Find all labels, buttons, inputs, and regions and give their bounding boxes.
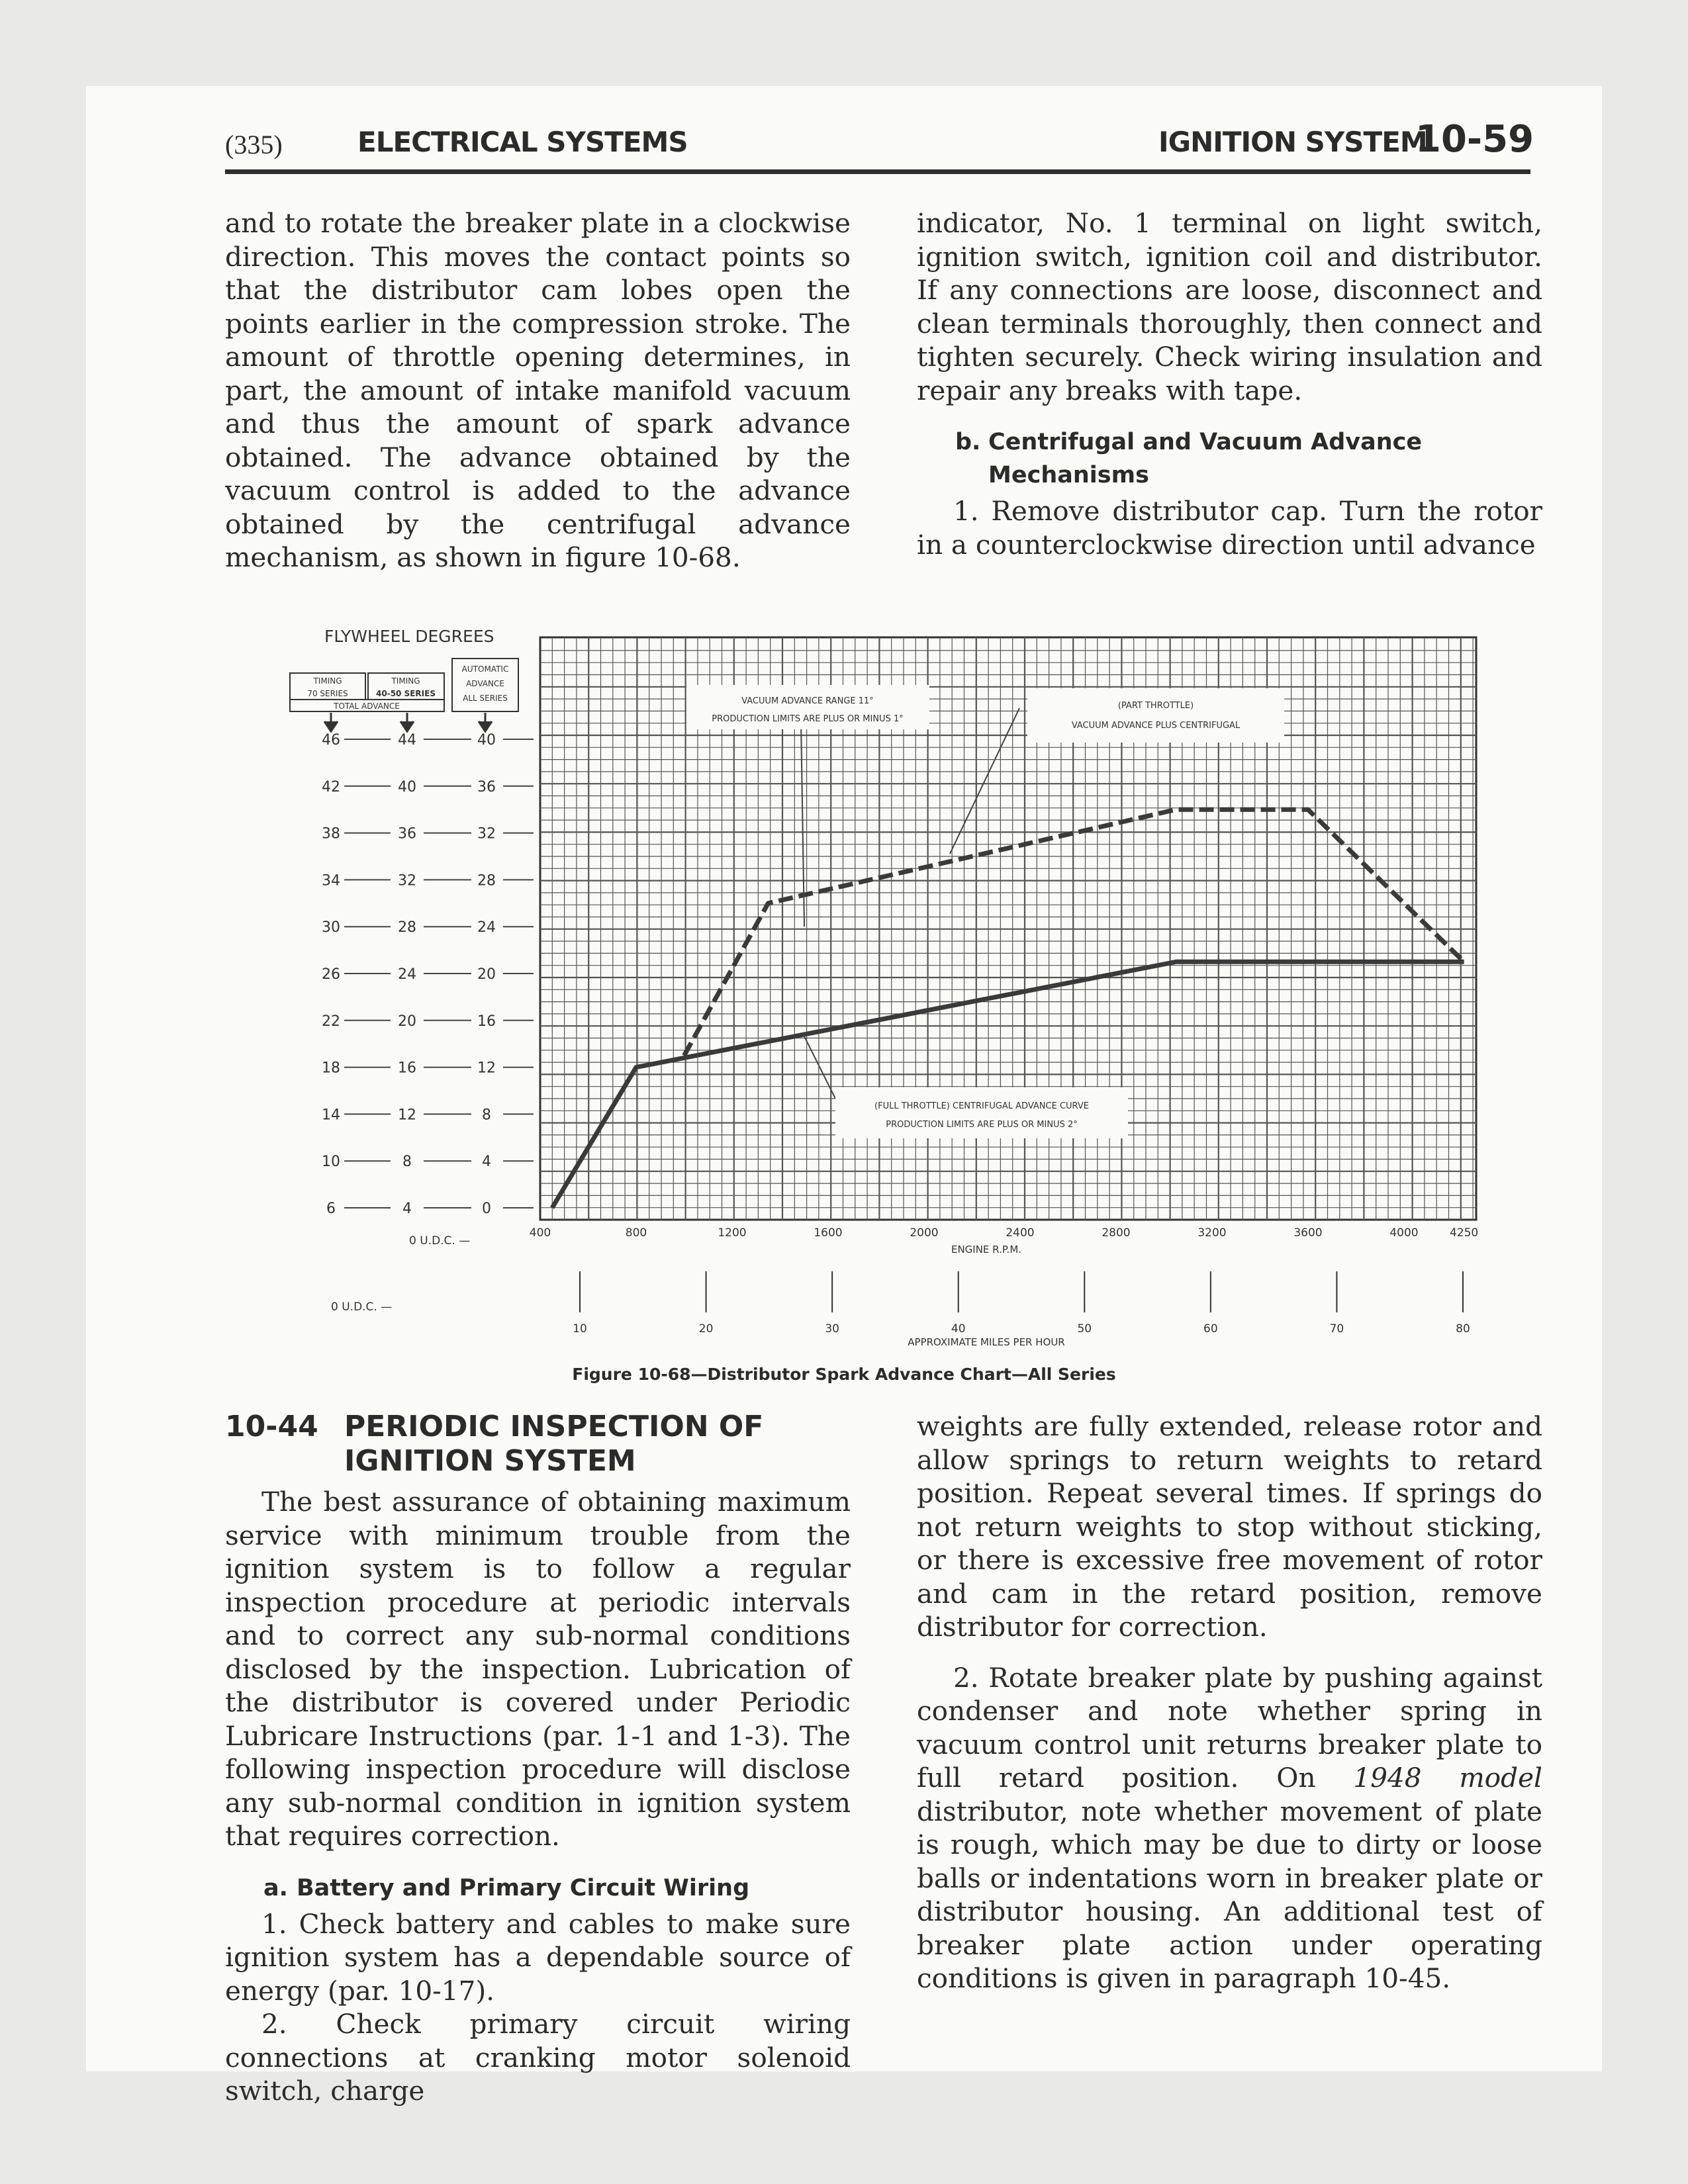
arrow-down-icon [479,713,492,731]
mph-tick-label: 10 [573,1322,587,1336]
tick-label-automatic-advance: 16 [477,1013,496,1030]
annotation-text: VACUUM ADVANCE PLUS CENTRIFUGAL [1071,721,1241,731]
x-tick-label: 2000 [910,1226,939,1240]
mph-tick-label: 50 [1077,1322,1092,1336]
body-paragraph: and to rotate the breaker plate in a clockwise direction. This moves the contact points so that the distributor cam lobes open the points earlier in the compression stroke. The amount of throttle opening determines, in part, the amount of intake manifold vacuum and thus the amount of spark advance obtained. The advance obtained by the vacuum control is added to the advance obtained by the centrifugal advance mechanism, as shown in figure 10-68. [225,207,851,573]
mph-tick-label: 70 [1329,1322,1344,1336]
annotation-text: VACUUM ADVANCE RANGE 11° [741,696,874,706]
subheading-line1: Centrifugal and Vacuum Advance [988,429,1423,455]
box-label: TIMING [391,676,420,686]
bottom-left-column [225,1410,851,2108]
step-2-text-a: 2. Rotate breaker plate by pushing against condenser and note whether spring in vacuum control unit returns breaker plate to full retard position. On [917,1661,1542,1794]
arrow-down-icon [324,713,338,731]
x-axis-label: ENGINE R.P.M. [951,1244,1022,1255]
tick-label-40-50-series: 8 [402,1154,412,1171]
tick-label-automatic-advance: 24 [477,919,496,936]
tick-label-70-series: 30 [322,919,340,936]
tick-label-70-series: 10 [322,1154,340,1171]
tick-label-70-series: 34 [322,872,340,889]
tick-label-40-50-series: 24 [398,966,416,983]
step-1: 1. Check battery and cables to make sure ignition system has a dependable source of energy (par. 10-17). [225,1907,851,2007]
annotation-text: (PART THROTTLE) [1117,701,1194,711]
x-tick-label: 2400 [1006,1226,1035,1240]
tick-label-40-50-series: 12 [398,1107,416,1124]
tick-label-70-series: 18 [322,1060,340,1077]
section-heading [225,1410,851,1479]
tick-label-70-series: 38 [322,825,340,842]
tick-label-automatic-advance: 40 [477,732,496,749]
subheading-a [263,1872,851,1905]
tick-label-70-series: 26 [322,966,340,983]
tick-label-70-series: 6 [326,1201,336,1217]
series-part-throttle-line [684,809,1464,1056]
y-header: FLYWHEEL DEGREES [324,627,494,646]
mph-tick-label: 60 [1203,1322,1218,1336]
tick-label-automatic-advance: 32 [477,825,496,842]
mph-tick-label: 80 [1456,1322,1470,1336]
tick-label-automatic-advance: 36 [477,778,496,796]
tick-label-automatic-advance: 28 [477,872,496,889]
tick-label-70-series: 22 [322,1013,340,1030]
body-paragraph: The best assurance of obtaining maximum service with minimum trouble from the ignition system is to follow a regular inspection procedure at periodic intervals and to correct any sub-normal conditions disclosed by the inspection. Lubrication of the distributor is covered under Periodic Lubricare Instructions (par. 1-1 and 1-3). The following inspection procedure will disclose any sub-normal condition in ignition system that requires correction. [225,1486,851,1852]
page-number: (335) [225,130,283,159]
arrow-down-icon [400,713,414,731]
mph-tick-label: 40 [951,1322,966,1336]
tick-label-40-50-series: 40 [398,778,416,796]
x-tick-label: 4000 [1389,1226,1419,1240]
tick-label-40-50-series: 44 [398,732,416,749]
chapter-title: ELECTRICAL SYSTEMS [357,126,688,158]
y-scales [322,732,534,1314]
bottom-right-column [917,1410,1542,1995]
tick-label-40-50-series: 20 [398,1013,416,1030]
step-2: 2. Check primary circuit wiring connections at cranking motor solenoid switch, charge [225,2008,851,2107]
annotation-text: PRODUCTION LIMITS ARE PLUS OR MINUS 1° [712,714,904,724]
x-tick-label: 1600 [814,1226,843,1240]
udc-label-70: 0 U.D.C. — [331,1300,393,1314]
x-axis [530,1226,1478,1348]
mph-axis-label: APPROXIMATE MILES PER HOUR [908,1336,1065,1348]
section-heading-line1: PERIODIC INSPECTION OF [344,1410,764,1443]
annotation-text: (FULL THROTTLE) CENTRIFUGAL ADVANCE CURVE [874,1101,1089,1111]
section-title: IGNITION SYSTEM [1158,126,1427,158]
subheading-letter: b. [955,429,981,455]
section-page-number: 10-59 [1415,118,1534,161]
tick-label-automatic-advance: 8 [482,1107,491,1124]
tick-label-70-series: 46 [322,732,340,749]
subheading-letter: a. [263,1874,288,1901]
figure-caption: Figure 10-68—Distributor Spark Advance Chart—All Series [572,1365,1116,1384]
tick-label-70-series: 14 [322,1107,340,1124]
tick-label-automatic-advance: 12 [477,1060,496,1077]
x-tick-label: 4250 [1449,1226,1479,1240]
subheading-line2: Mechanisms [988,462,1149,488]
box-label: AUTOMATIC [461,664,509,674]
mph-tick-label: 30 [825,1322,839,1336]
subheading-text: Battery and Primary Circuit Wiring [297,1874,750,1901]
annotation-text: PRODUCTION LIMITS ARE PLUS OR MINUS 2° [886,1120,1078,1130]
x-tick-label: 2800 [1102,1226,1131,1240]
step-2 [917,1661,1542,1995]
annotation-box [835,1087,1128,1138]
section-heading-number: 10-44 [225,1410,318,1443]
annotation-box [1027,688,1284,743]
box-label: ALL SERIES [463,694,508,703]
tick-label-40-50-series: 32 [398,872,416,889]
x-tick-label: 3200 [1197,1226,1227,1240]
step-2-text-b: distributor, note whether movement of plate is rough, which may be due to dirty or loose balls or indentations worn in breaker plate or distributor housing. An additional test of breaker plate action under operating conditions is given in paragraph 10-45. [917,1795,1542,1994]
x-tick-label: 800 [625,1226,647,1240]
tick-label-70-series: 42 [322,778,340,796]
box-label: 40-50 SERIES [376,689,436,698]
body-paragraph: indicator, No. 1 terminal on light switch, ignition switch, ignition coil and distributor. If any connections are loose, disconnect and clean terminals thoroughly, then connect and tighten securely. Check wiring insulation and repair any breaks with tape. [917,207,1542,406]
box-label: 70 SERIES [307,689,348,698]
step-2-italic: 1948 model [1353,1762,1542,1794]
x-tick-label: 1200 [718,1226,747,1240]
tick-label-40-50-series: 16 [398,1060,416,1077]
mph-tick-label: 20 [698,1322,714,1336]
tick-label-40-50-series: 28 [398,919,416,936]
step-1: 1. Remove distributor cap. Turn the rotor in a counterclockwise direction until advance [917,495,1542,561]
x-tick-label: 400 [529,1226,551,1240]
tick-label-automatic-advance: 4 [482,1154,491,1171]
body-paragraph: weights are fully extended, release rotor and allow springs to return weights to retard position. Repeat several times. If springs do not return weights to stop without sticking, or there is excessive free movement of rotor and cam in the retard position, remove distributor for correction. [917,1410,1542,1643]
box-label: TOTAL ADVANCE [334,702,400,711]
tick-label-automatic-advance: 0 [482,1201,491,1217]
y-scale-header-boxes [290,627,518,731]
section-heading-line2: IGNITION SYSTEM [344,1444,636,1478]
tick-label-automatic-advance: 20 [477,966,496,983]
tick-label-40-50-series: 36 [398,825,416,842]
tick-label-40-50-series: 4 [402,1201,412,1217]
box-label: TIMING [313,676,342,686]
box-label: ADVANCE [466,679,504,688]
x-tick-label: 3600 [1293,1226,1323,1240]
udc-label-40-50: 0 U.D.C. — [409,1234,471,1248]
